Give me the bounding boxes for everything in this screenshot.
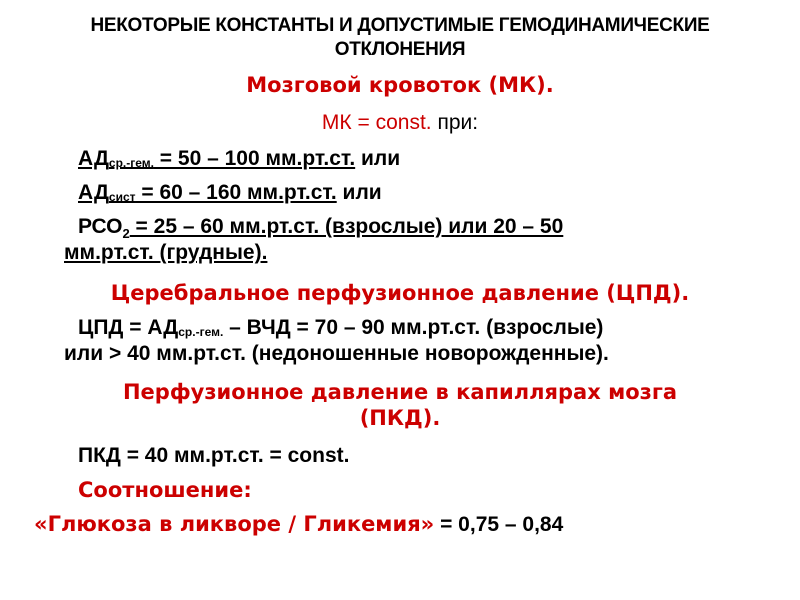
ratio-label: Соотношение: bbox=[78, 478, 252, 502]
ratio-line bbox=[34, 511, 563, 538]
pkd-heading bbox=[10, 379, 790, 431]
cpd-formula-line-2: или > 40 мм.рт.ст. (недоношенные новорожденные). bbox=[64, 342, 609, 365]
mk-const: МК = const. bbox=[321, 111, 432, 134]
ad-sist-value: = 60 – 160 мм.рт.ст. bbox=[135, 181, 337, 204]
ad-sr-line bbox=[78, 146, 400, 174]
slide-title-line-2: ОТКЛОНЕНИЯ bbox=[334, 39, 466, 60]
pco2-label: РСО bbox=[78, 215, 123, 238]
ad-sr-subscript: ср.-гем. bbox=[108, 156, 154, 170]
ad-sist-line bbox=[78, 180, 382, 208]
cpd-formula-value: – ВЧД = 70 – 90 мм.рт.ст. (взрослые) bbox=[223, 316, 604, 339]
cpd-formula-line-1 bbox=[78, 315, 603, 343]
pco2-line-1 bbox=[78, 214, 563, 242]
ad-sist-or: или bbox=[336, 181, 382, 204]
ratio-value: = 0,75 – 0,84 bbox=[434, 513, 564, 536]
pco2-line-2: мм.рт.ст. (грудные). bbox=[64, 241, 268, 264]
slide-title bbox=[20, 14, 780, 62]
cpd-formula-subscript: ср.-гем. bbox=[178, 325, 224, 339]
mk-condition: при: bbox=[431, 111, 479, 134]
cpd-formula-prefix: ЦПД = АД bbox=[78, 316, 179, 339]
pco2-subscript: 2 bbox=[122, 226, 130, 241]
ad-sist-label: АД bbox=[78, 181, 109, 204]
cpd-heading: Церебральное перфузионное давление (ЦПД). bbox=[110, 281, 690, 305]
ad-sr-label: АД bbox=[78, 147, 109, 170]
ratio-expression: «Глюкоза в ликворе / Гликемия» bbox=[34, 512, 435, 536]
pco2-value: = 25 – 60 мм.рт.ст. (взрослые) или 20 – 50 bbox=[129, 215, 564, 238]
slide-title-line-1: НЕКОТОРЫЕ КОНСТАНТЫ И ДОПУСТИМЫЕ ГЕМОДИНАМИЧЕСКИЕ bbox=[90, 15, 710, 36]
mk-heading: Мозговой кровоток (МК). bbox=[246, 73, 554, 97]
pkd-heading-line-1: Перфузионное давление в капиллярах мозга bbox=[122, 380, 678, 404]
mk-formula bbox=[0, 110, 800, 136]
ad-sr-value: = 50 – 100 мм.рт.ст. bbox=[153, 147, 356, 170]
pkd-heading-line-2: (ПКД). bbox=[359, 406, 441, 430]
ad-sist-subscript: сист bbox=[108, 190, 136, 204]
ad-sr-or: или bbox=[355, 147, 401, 170]
pkd-formula: ПКД = 40 мм.рт.ст. = const. bbox=[78, 444, 350, 467]
